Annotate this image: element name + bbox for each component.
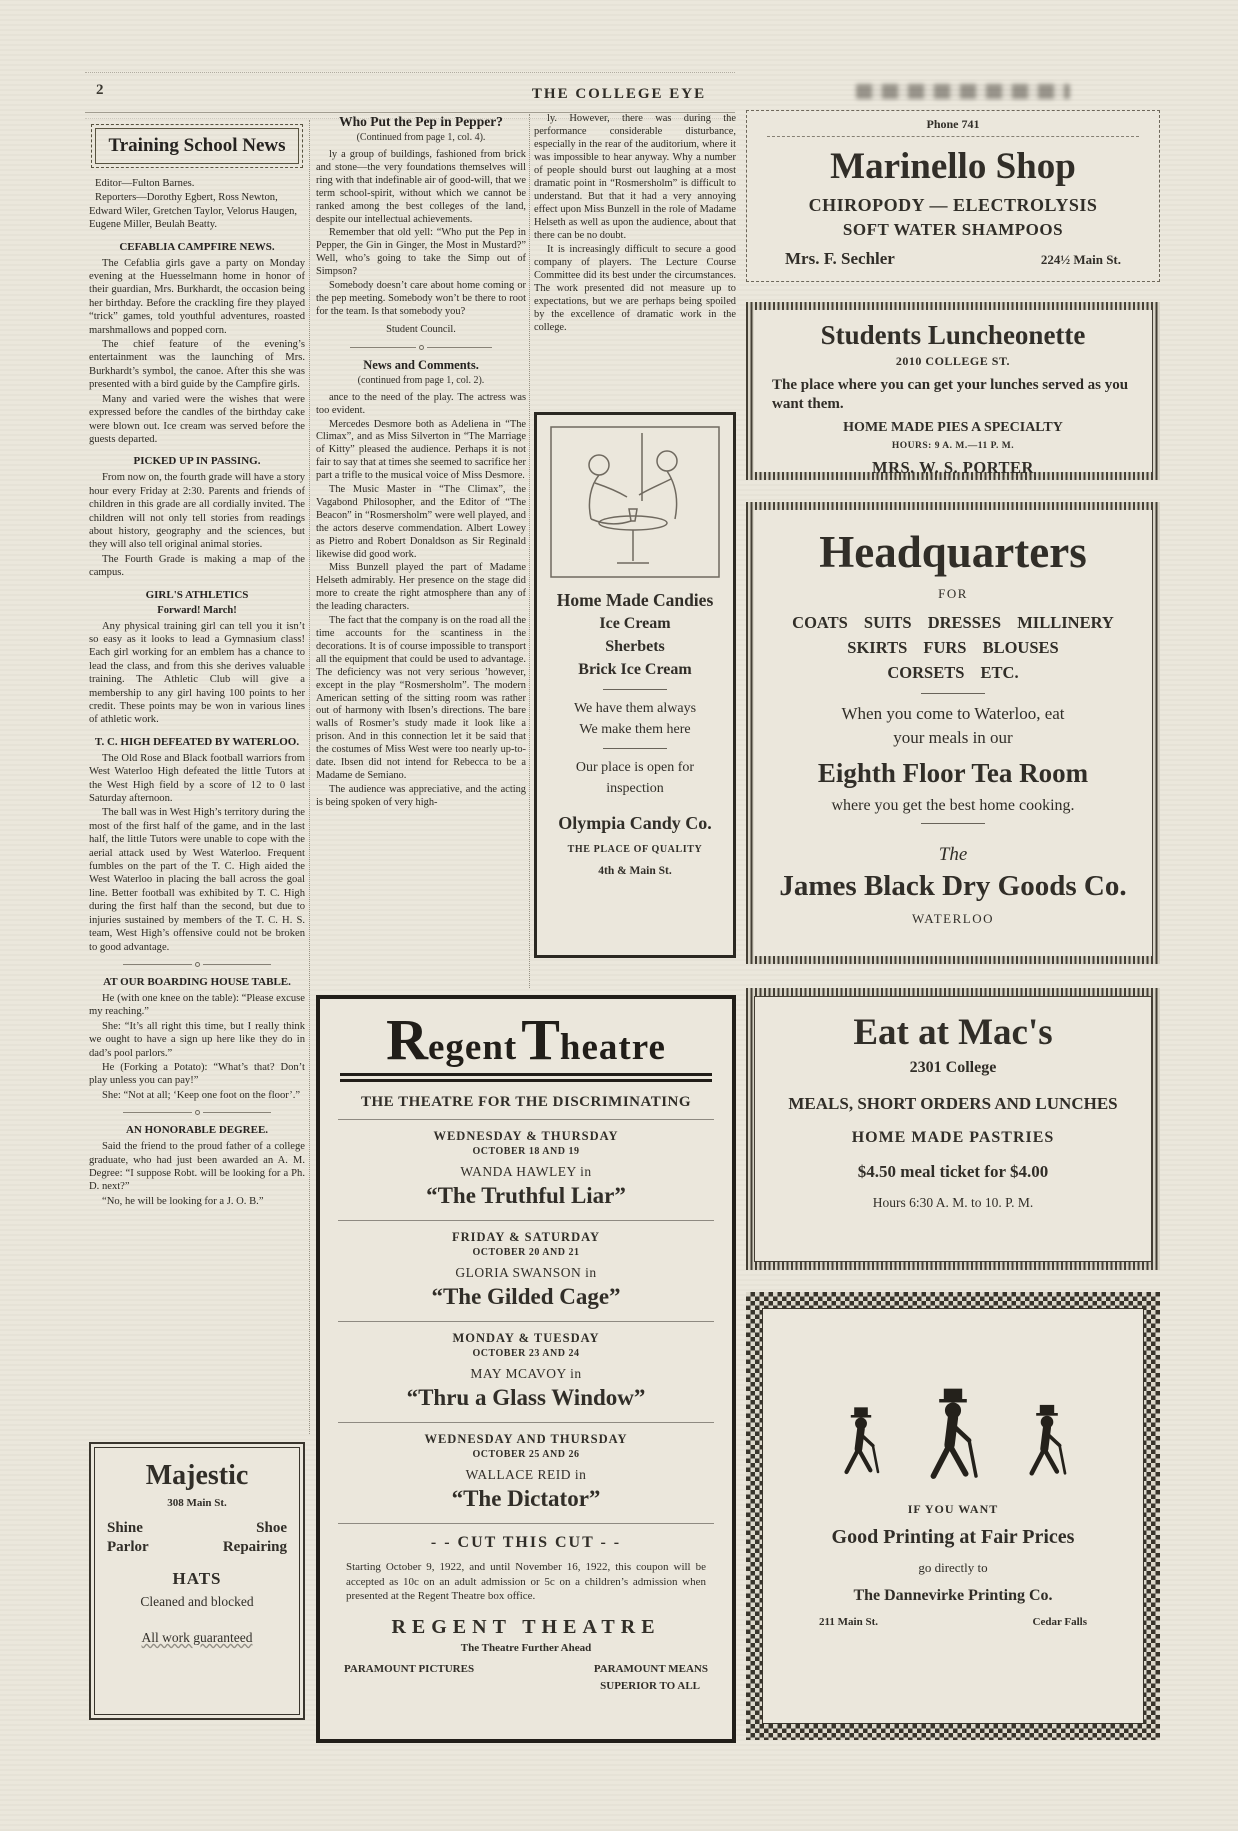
headquarters-title: Headquarters xyxy=(819,527,1087,577)
marinello-owner-row xyxy=(757,249,1149,269)
luncheonette-ad-inner xyxy=(754,310,1152,477)
olympia-illustration xyxy=(545,423,725,581)
dannevirke-company: The Dannevirke Printing Co. xyxy=(853,1587,1053,1604)
olympia-name: Olympia Candy Co. xyxy=(558,813,712,833)
olympia-open-line: Our place is open for inspection xyxy=(575,760,695,796)
section-title-campfire: CEFABLIA CAMPFIRE NEWS. xyxy=(119,240,275,253)
regent-double-rule xyxy=(340,1073,712,1082)
column-2 xyxy=(316,114,526,990)
majestic-address: 308 Main St. xyxy=(167,1497,227,1509)
scan-noise-line xyxy=(85,72,735,73)
marinello-ad xyxy=(746,110,1160,282)
coupon-text: Starting October 9, 1922, and until November 16, 1922, this coupon will be accepted as 10c on an adult admission or 5c on a children’s admission when presented at the Regent Theatre box office. xyxy=(346,1561,706,1602)
ornament-divider xyxy=(350,345,492,350)
film-listing-3 xyxy=(338,1321,714,1411)
regent-footer-row xyxy=(338,1663,714,1675)
section-title-girls-athletics: GIRL'S ATHLETICS xyxy=(145,588,249,601)
regent-title-egent: egent xyxy=(427,1027,518,1068)
marinello-phone: Phone 741 xyxy=(767,117,1139,137)
column-1 xyxy=(89,124,305,1436)
olympia-product-lines: Home Made Candies Ice Cream Sherbets Brick Ice Cream xyxy=(556,590,714,678)
review-continuation-body: ly. However, there was during the performance considerable disturbance, especially in the rear of the auditorium, where it was impossible to hear anyway. Why a number of people should burst out laughing at a most dramatic point in “Rosmersholm” is difficult to understand. But that it had a very annoying effect upon Miss Bunzell in the role of Madame Helseth as well as upon the audience, about that there can be no doubt. It is increasingly difficult to secure a good company of players. The Lecture Course Committee did its best under the circumstances. The work presented did not measure up to expectations, but we are perhaps being spoiled by the excellence of dramatic work in the college. xyxy=(534,113,736,333)
section-title-boarding-house: AT OUR BOARDING HOUSE TABLE. xyxy=(103,975,291,988)
section-subtitle-girls-athletics: Forward! March! xyxy=(157,604,237,616)
tea-room-name: Eighth Floor Tea Room xyxy=(817,758,1089,788)
headquarters-ad-inner xyxy=(754,510,1152,956)
section-body-tc-high: The Old Rose and Black football warriors from West Waterloo High defeated the little Tutors at the West High field by a score of 12 to 0 last Saturday afternoon. The ball was in West High’s territory during the most of the first half of the game, and in the last half, the little Tutors were unable to cope with the aerial attack used by West Waterloo. Frequent fumbles on the part of the T. C. High aided the West Waterloo in placing the ball across the goal line. Better football was exhibited by T. C. High during the first half than the second, but due to injuries sustained by members of the T. C. H. S. team, West High’s offensive could not be broken to good advantage. xyxy=(89,752,305,953)
luncheonette-address: 2010 COLLEGE ST. xyxy=(895,354,1011,368)
film-title: “The Dictator” xyxy=(451,1486,601,1511)
majestic-guarantee: All work guaranteed xyxy=(141,1630,253,1645)
marinello-name: Marinello Shop xyxy=(830,146,1076,187)
dannevirke-sub: go directly to xyxy=(918,1560,988,1575)
majestic-hats-sub: Cleaned and blocked xyxy=(140,1594,254,1609)
film-star: WALLACE REID in xyxy=(465,1467,587,1482)
olympia-tagline: THE PLACE OF QUALITY xyxy=(567,844,703,855)
paramount-pictures-label: PARAMOUNT PICTURES xyxy=(344,1662,475,1675)
film-listing-1 xyxy=(338,1119,714,1209)
pep-continued-note: (Continued from page 1, col. 4). xyxy=(356,132,486,143)
film-listing-2 xyxy=(338,1220,714,1310)
luncheonette-specialty: HOME MADE PIES A SPECIALTY xyxy=(843,420,1063,435)
paramount-means-label: PARAMOUNT MEANS xyxy=(593,1662,708,1675)
olympia-candy-ad xyxy=(534,412,736,958)
pep-signoff: Student Council. xyxy=(386,323,456,335)
dannevirke-ad xyxy=(746,1292,1160,1740)
marinello-owner: Mrs. F. Sechler xyxy=(785,249,895,268)
headquarters-items-3: CORSETS ETC. xyxy=(887,663,1019,682)
training-school-news-title: Training School News xyxy=(95,128,299,164)
headquarters-blurb: When you come to Waterloo, eat your meals in our xyxy=(841,704,1065,747)
olympia-address: 4th & Main St. xyxy=(598,865,672,877)
section-body-campfire: The Cefablia girls gave a party on Monday evening at the Huesselmann home in honor of their guardian, Mrs. Burkhardt, the occasion being her birthday. Before the crackling fire they played “trick” games, told youthful adventures, roasted marshmallows and popped corn. The chief feature of the evening’s entertainment was the launching of Mrs. Burkhardt’s symbol, the canoe. After this she was presented with a bird guide by the Campfire girls. Many and varied were the wishes that were expressed before the candles of the birthday cake were blown out. Ice cream was served before the guests departed. xyxy=(89,257,305,445)
majestic-services xyxy=(107,1519,287,1557)
headquarters-divider-1 xyxy=(921,693,985,694)
headquarters-divider-2 xyxy=(921,823,985,824)
dannevirke-ad-inner xyxy=(762,1308,1144,1724)
masthead: THE COLLEGE EYE xyxy=(531,86,707,102)
film-listing-4 xyxy=(338,1422,714,1512)
dannevirke-if-line: IF YOU WANT xyxy=(907,1502,999,1516)
film-star: GLORIA SWANSON in xyxy=(455,1265,597,1280)
macs-ticket-line: $4.50 meal ticket for $4.00 xyxy=(857,1162,1049,1181)
section-body-boarding-house: He (with one knee on the table): “Please excuse my reaching.” She: “It’s all right this time, but I really think we ought to have a sign up here like they do in dad’s pool parlors.” He (Forking a Potato): “What’s that? Don’t play unless you can pay!” She: “Not at all; ‘Keep one foot on the floor’.” xyxy=(89,992,305,1101)
luncheonette-owner: MRS. W. S. PORTER xyxy=(872,458,1034,477)
cut-this-cut-line: - - CUT THIS CUT - - xyxy=(338,1523,714,1552)
luncheonette-ad xyxy=(746,302,1160,480)
macs-meals-line: MEALS, SHORT ORDERS AND LUNCHES xyxy=(788,1094,1118,1113)
olympia-divider-2 xyxy=(603,748,667,749)
divider-dot xyxy=(419,345,424,350)
dannevirke-address-row xyxy=(763,1616,1143,1628)
headquarters-items-1: COATS SUITS DRESSES MILLINERY xyxy=(792,613,1114,632)
news-comments-continued-note: (continued from page 1, col. 2). xyxy=(357,374,485,386)
headquarters-items-2: SKIRTS FURS BLOUSES xyxy=(847,638,1059,657)
ornament-divider xyxy=(123,962,271,967)
regent-title-r: R xyxy=(386,1007,428,1072)
column-3 xyxy=(534,112,736,408)
film-days: MONDAY & TUESDAY xyxy=(452,1331,600,1345)
pep-article-body: ly a group of buildings, fashioned from brick and stone—the very foundations themselves will ring with that indefinable air of good-will, that we term school-spirit, without which we cannot be ranked among the best colleges of the land, despite our intellectual achievements. Remember that old yell: “Who put the Pep in Pepper, the Gin in Ginger, the Most in Mustard?” Well, who’s going to take the Simp out of Simpson? Somebody doesn’t care about home coming or the pep meeting. Somebody won’t be there to root for the team. Is that somebody you? xyxy=(316,149,526,317)
majestic-service-left: Shine Parlor xyxy=(107,1520,149,1555)
news-comments-body: ance to the need of the play. The actress was too evident. Mercedes Desmore both as Adeliena in “The Climax”, and as Miss Silverton in “The Marriage of Kitty” pleased the audience. Perhaps it is not fair to say that at times she seemed to sacrifice her part a trifle to the musical voice of Miss Desmore. The Music Master in “The Climax”, the Vagabond Philosopher, and the Editor of “The Beacon” in “Rosmersholm” were well played, and the actors deserve commendation. Albert Lowey as Pietro and Robert Donaldson as Sir Reginald likewise did good work. Miss Bunzell played the part of Madame Helseth admirably. Her presence on the stage did more to create the right atmosphere than any of the leading characters. The fact that the company is on the road all the time accounts for the scantiness in the decorations. It is of course impossible to transport all the equipment that could be used to advantage. The deficiency was not very serious ’however, except in the play “Rosmersholm”. The modern American setting of the sitting room was rather out of harmony with Ibsen’s directions. The bare walls of Rosmer’s study made it look like a prison. And in this connection let it be said that the costumes of Miss West were too nearly up-to-date. Ibsen did not intend for Rebecca to be a Madame de Semiano. The audience was appreciative, and the acting is being spoken of very high- xyxy=(316,391,526,808)
macs-title: Eat at Mac's xyxy=(853,1012,1053,1053)
page-number: 2 xyxy=(96,82,104,98)
section-body-picked-up: From now on, the fourth grade will have a story hour every Friday at 2:30. Parents and friends of children in this grade are all cordially invited. The children will not only tell stories from readings about history, geography and the sciences, but they will also tell original animal stories. The Fourth Grade is making a map of the campus. xyxy=(89,472,305,579)
divider-dot xyxy=(195,962,200,967)
section-body-girls-athletics: Any physical training girl can tell you it isn’t so easy as it looks to lead a Gymnasium class! Each girl working for an emblem has a chance to lead the class, and from this she derives valuable training. The Athletic Club will give a membership to any girl having 100 points to her credit. These points may be won in various lines of athletic work. xyxy=(89,620,305,726)
regent-footer-sub: The Theatre Further Ahead xyxy=(460,1641,592,1654)
film-title: “The Gilded Cage” xyxy=(431,1284,621,1309)
headquarters-blurb-3: where you get the best home cooking. xyxy=(831,797,1075,814)
majestic-ad-inner xyxy=(94,1447,300,1715)
section-title-honorable-degree: AN HONORABLE DEGREE. xyxy=(125,1124,269,1137)
dannevirke-address: 211 Main St. xyxy=(819,1616,878,1628)
section-title-picked-up: PICKED UP IN PASSING. xyxy=(133,455,261,468)
marinello-services-2: SOFT WATER SHAMPOOS xyxy=(842,220,1064,239)
film-title: “Thru a Glass Window” xyxy=(406,1385,646,1410)
macs-pastries-line: HOME MADE PASTRIES xyxy=(851,1129,1055,1146)
section-body-honorable-degree: Said the friend to the proud father of a college graduate, who had just been awarded an A. M. Degree: “I suppose Robt. will be looking for a Ph. D. next?” “No, he will be looking for a J. O. B.” xyxy=(89,1141,305,1207)
walking-men-illustration xyxy=(803,1377,1103,1481)
dannevirke-headline: Good Printing at Fair Prices xyxy=(831,1526,1075,1548)
regent-title-t: T xyxy=(521,1007,560,1072)
james-black-company-name: James Black Dry Goods Co. xyxy=(779,870,1127,902)
film-days: WEDNESDAY & THURSDAY xyxy=(433,1129,619,1143)
headquarters-the: The xyxy=(938,844,968,865)
luncheonette-hours: HOURS: 9 A. M.—11 P. M. xyxy=(891,441,1015,451)
ornament-divider xyxy=(123,1110,271,1115)
luncheonette-name: Students Luncheonette xyxy=(820,320,1086,350)
headquarters-for: FOR xyxy=(938,586,968,601)
superior-to-all-label: SUPERIOR TO ALL xyxy=(600,1679,700,1692)
macs-hours: Hours 6:30 A. M. to 10. P. M. xyxy=(872,1195,1034,1210)
pep-article-heading: Who Put the Pep in Pepper? xyxy=(339,114,503,129)
macs-address: 2301 College xyxy=(909,1059,997,1076)
headquarters-ad xyxy=(746,502,1160,964)
majestic-hats: HATS xyxy=(172,1569,222,1588)
olympia-slogan-lines: We have them always We make them here xyxy=(573,701,697,737)
regent-title-heatre: heatre xyxy=(559,1027,666,1068)
dannevirke-city: Cedar Falls xyxy=(1032,1616,1087,1628)
byline: Editor—Fulton Barnes. Reporters—Dorothy Egbert, Ross Newton, Edward Wiler, Gretchen Taylor, Velorus Haugen, Eugene Miller, Beulah Beatty. xyxy=(89,178,298,231)
luncheonette-blurb: The place where you can get your lunches served as you want them. xyxy=(772,377,1129,412)
film-days: WEDNESDAY AND THURSDAY xyxy=(424,1432,628,1446)
olympia-divider-1 xyxy=(603,689,667,690)
film-star: WANDA HAWLEY in xyxy=(460,1164,592,1179)
film-dates: OCTOBER 25 AND 26 xyxy=(472,1449,580,1460)
film-dates: OCTOBER 23 AND 24 xyxy=(472,1348,580,1359)
film-title: “The Truthful Liar” xyxy=(426,1183,626,1208)
regent-theatre-ad xyxy=(316,995,736,1743)
training-school-news-box xyxy=(91,124,303,168)
film-dates: OCTOBER 20 AND 21 xyxy=(472,1247,580,1258)
divider-dot xyxy=(195,1110,200,1115)
james-black-city: WATERLOO xyxy=(911,911,995,926)
column-rule-1 xyxy=(309,120,310,1434)
majestic-name: Majestic xyxy=(145,1460,249,1491)
marinello-services-1: CHIROPODY — ELECTROLYSIS xyxy=(808,195,1098,215)
macs-ad xyxy=(746,988,1160,1270)
section-title-tc-high: T. C. HIGH DEFEATED BY WATERLOO. xyxy=(94,735,300,748)
film-dates: OCTOBER 18 AND 19 xyxy=(472,1146,580,1157)
regent-tagline: THE THEATRE FOR THE DISCRIMINATING xyxy=(360,1094,692,1110)
column-rule-2 xyxy=(529,114,530,988)
film-star: MAY MCAVOY in xyxy=(470,1366,582,1381)
majestic-ad xyxy=(89,1442,305,1720)
majestic-service-right: Shoe Repairing xyxy=(222,1520,287,1555)
regent-title xyxy=(338,1007,714,1072)
marinello-address: 224½ Main St. xyxy=(1040,252,1121,267)
film-days: FRIDAY & SATURDAY xyxy=(451,1230,601,1244)
regent-footer-name: REGENT THEATRE xyxy=(391,1615,661,1638)
macs-ad-inner xyxy=(754,996,1152,1262)
news-comments-heading: News and Comments. xyxy=(363,357,479,372)
ink-smudge xyxy=(856,84,1070,99)
